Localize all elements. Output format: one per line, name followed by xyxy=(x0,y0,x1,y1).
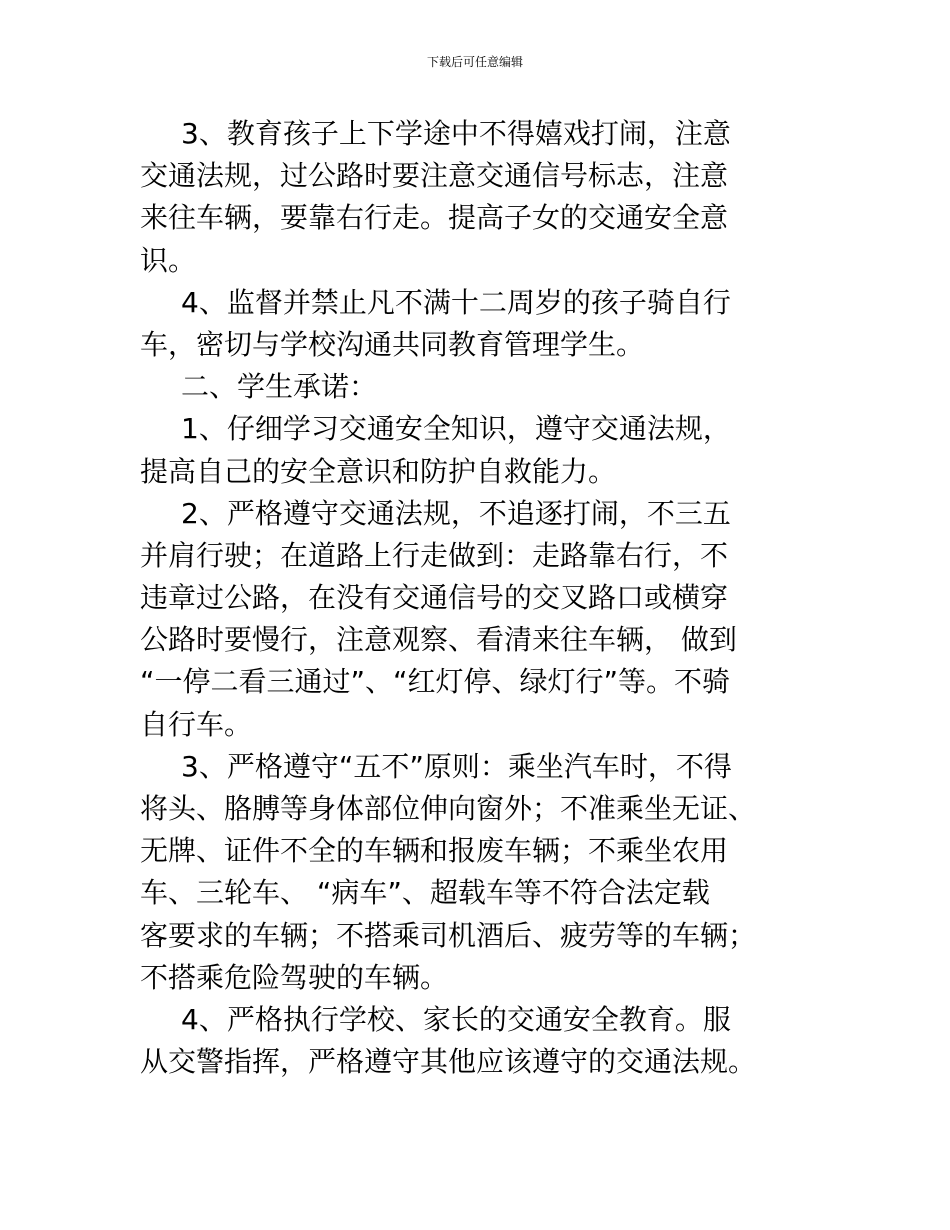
page-header: 下载后可任意编辑 xyxy=(426,55,523,69)
text-line: 无牌、证件不全的车辆和报废车辆；不乘坐农用 xyxy=(140,834,729,868)
text-line: 2、严格遵守交通法规，不追逐打闹，不三五 xyxy=(181,496,731,530)
text-line: 来往车辆，要靠右行走。提高子女的交通安全意 xyxy=(140,201,729,235)
text-line: “一停二看三通过”、“红灯停、绿灯行”等。不骑 xyxy=(140,665,731,699)
text-line: 客要求的车辆；不搭乘司机酒后、疲劳等的车辆； xyxy=(140,918,757,952)
text-line: 公路时要慢行，注意观察、看清来往车辆， 做到 xyxy=(140,623,737,657)
text-line: 将头、胳膊等身体部位伸向窗外；不准乘坐无证、 xyxy=(140,792,757,825)
text-line: 从交警指挥，严格遵守其他应该遵守的交通法规。 xyxy=(140,1045,757,1079)
text-line: 3、严格遵守“五不”原则：乘坐汽车时，不得 xyxy=(181,749,732,783)
text-line: 识。 xyxy=(140,243,197,277)
text-line: 交通法规，过公路时要注意交通信号标志，注意 xyxy=(140,159,729,193)
text-line: 1、仔细学习交通安全知识，遵守交通法规， xyxy=(181,412,731,446)
text-line: 车、三轮车、 “病车”、超载车等不符合法定载 xyxy=(140,876,710,910)
text-line: 不搭乘危险驾驶的车辆。 xyxy=(140,960,449,994)
text-line: 4、监督并禁止凡不满十二周岁的孩子骑自行 xyxy=(181,285,731,319)
body-text xyxy=(140,113,820,1083)
text-line: 3、教育孩子上下学途中不得嬉戏打闹，注意 xyxy=(181,117,731,150)
text-line: 并肩行驶；在道路上行走做到：走路靠右行，不 xyxy=(140,538,729,572)
section-heading: 二、学生承诺： xyxy=(181,370,378,404)
text-line: 自行车。 xyxy=(140,707,253,741)
text-line: 提高自己的安全意识和防护自救能力。 xyxy=(140,454,617,488)
text-line: 违章过公路，在没有交通信号的交叉路口或横穿 xyxy=(140,581,729,615)
text-line: 车，密切与学校沟通共同教育管理学生。 xyxy=(140,327,645,361)
text-line: 4、严格执行学校、家长的交通安全教育。服 xyxy=(181,1002,731,1036)
